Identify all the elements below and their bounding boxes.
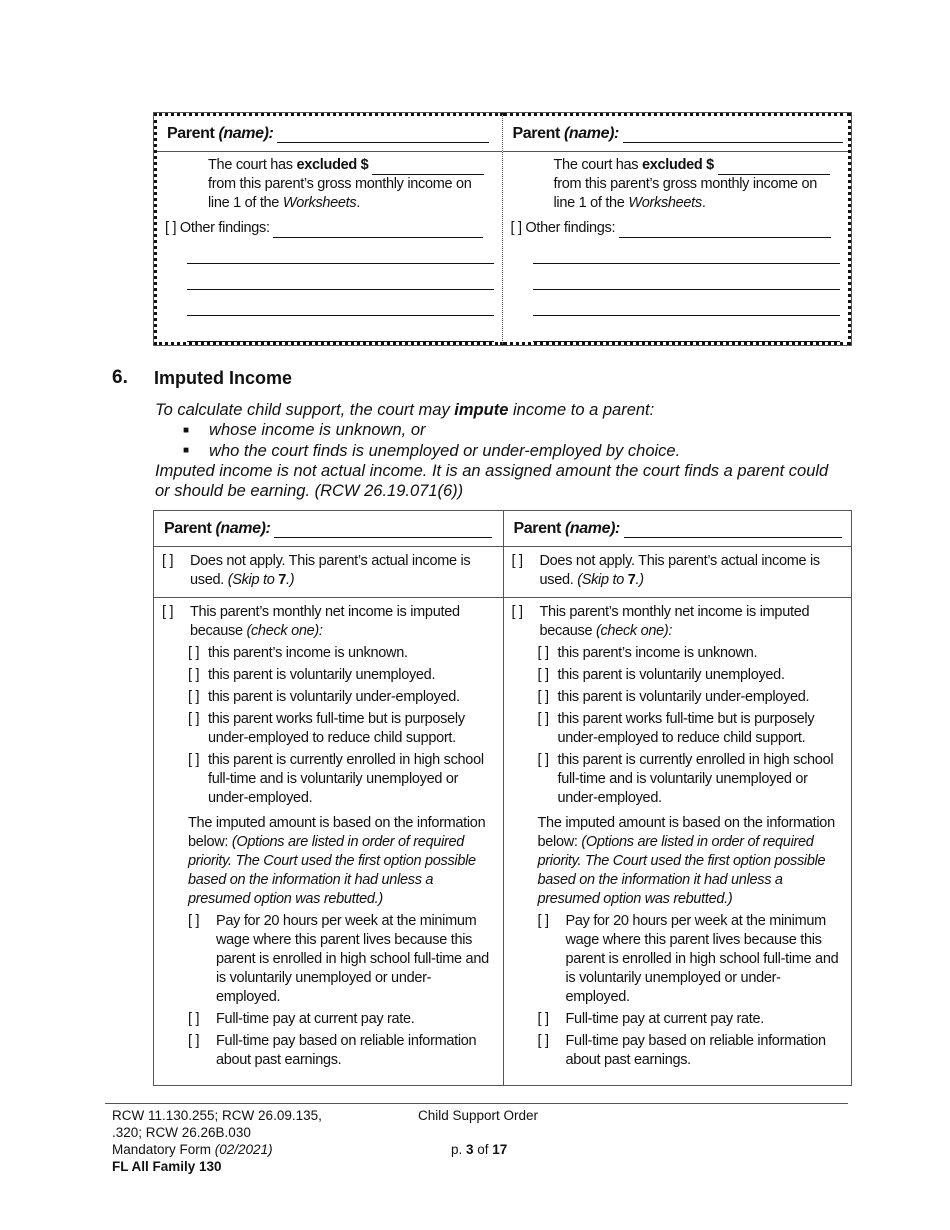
option-checkbox[interactable]: [ ] xyxy=(188,913,200,929)
parent-column xyxy=(154,511,503,1085)
label: Parent xyxy=(512,125,564,142)
text: The imputed amount is based on the information below: xyxy=(188,815,486,850)
text: To calculate child support, the court may xyxy=(155,401,455,419)
text: This parent’s monthly net income is imputed because xyxy=(539,604,810,639)
reason-checkbox[interactable]: [ ] xyxy=(188,711,200,727)
form-id: FL All Family 130 xyxy=(112,1159,222,1174)
reason-item xyxy=(538,666,844,685)
parent-name-field[interactable] xyxy=(623,128,843,143)
reason-text: this parent is voluntarily unemployed. xyxy=(208,667,436,683)
other-findings-checkbox[interactable]: [ ] xyxy=(165,220,177,236)
imputed-row xyxy=(154,598,503,1077)
reason-text: this parent’s income is unknown. xyxy=(557,645,758,661)
reason-checkbox[interactable]: [ ] xyxy=(188,752,200,768)
text: Does not apply. This parent’s actual income is used. xyxy=(539,553,820,588)
reason-checkbox[interactable]: [ ] xyxy=(188,645,200,661)
excluded-amount-field[interactable] xyxy=(718,160,830,175)
other-findings-row xyxy=(165,219,494,238)
text-bold: excluded $ xyxy=(296,157,369,173)
bullet-text: whose income is unknown, or xyxy=(209,421,426,439)
reasons-list xyxy=(538,644,844,808)
text: 7 xyxy=(627,572,636,588)
other-findings-field[interactable] xyxy=(619,223,831,238)
text: Worksheets xyxy=(628,195,702,211)
text: from this parent’s gross monthly income on xyxy=(553,176,818,192)
reason-text: this parent works full-time but is purposely under-employed to reduce child support. xyxy=(557,711,815,746)
option-item xyxy=(188,1010,495,1029)
text: (check one): xyxy=(595,623,673,639)
option-item xyxy=(538,1032,844,1070)
parent-name-field[interactable] xyxy=(274,523,492,538)
reason-text: this parent is currently enrolled in high school full-time and is voluntarily unemployed or under-employed. xyxy=(557,752,834,806)
reason-item xyxy=(188,666,495,685)
reasons-list xyxy=(188,644,495,808)
basis-text xyxy=(538,814,844,909)
text: .320; RCW 26.26B.030 xyxy=(112,1125,251,1140)
findings-line[interactable] xyxy=(187,238,494,264)
bullet-icon: ■ xyxy=(183,445,190,457)
option-item xyxy=(538,912,844,1007)
text: (Options are listed in order of required priority. The Court used the first option possible based on the information it had unless a presumed option was rebutted.) xyxy=(188,834,476,907)
findings-line[interactable] xyxy=(187,290,494,316)
bullet-icon: ■ xyxy=(183,424,190,436)
text: p. xyxy=(451,1142,467,1157)
imputed-checkbox[interactable]: [ ] xyxy=(511,604,523,620)
other-findings-checkbox[interactable]: [ ] xyxy=(510,220,522,236)
bullet-item xyxy=(155,441,835,462)
text: . xyxy=(356,195,361,211)
parent-column-1 xyxy=(154,113,503,345)
text: The court has xyxy=(553,157,642,173)
parent-name-header xyxy=(504,511,852,547)
text: 3 xyxy=(466,1142,474,1157)
findings-line[interactable] xyxy=(187,264,494,290)
reason-checkbox[interactable]: [ ] xyxy=(537,689,549,705)
reason-item xyxy=(538,751,844,808)
option-item xyxy=(188,1032,495,1070)
text-bold: excluded $ xyxy=(642,157,714,173)
reason-text: this parent works full-time but is purposely under-employed to reduce child support. xyxy=(208,711,465,746)
parent-column xyxy=(503,511,852,1085)
findings-line[interactable] xyxy=(187,316,494,342)
reason-text: this parent is voluntarily under-employed. xyxy=(557,689,810,705)
text: . xyxy=(701,195,706,211)
option-item xyxy=(538,1010,844,1029)
form-title: Child Support Order xyxy=(418,1108,539,1123)
reason-text: this parent’s income is unknown. xyxy=(208,645,408,661)
does-not-apply-checkbox[interactable]: [ ] xyxy=(511,553,523,569)
excluded-income-table xyxy=(153,112,852,346)
bullet-text: who the court finds is unemployed or under-employed by choice. xyxy=(209,441,681,460)
reason-item xyxy=(188,644,495,663)
section-intro xyxy=(155,400,835,501)
parent-name-header xyxy=(157,116,502,152)
text: (Options are listed in order of required priority. The Court used the first option possible based on the information it had unless a presumed option was rebutted.) xyxy=(537,834,826,907)
text: The imputed amount is based on the information below: xyxy=(537,815,835,850)
label: Parent xyxy=(167,125,219,142)
text: of xyxy=(473,1142,493,1157)
text: Worksheets xyxy=(282,195,357,211)
excluded-text xyxy=(511,156,841,213)
text: income to a parent: xyxy=(508,401,655,419)
options-list xyxy=(512,912,844,1070)
section-number: 6. xyxy=(112,367,128,388)
text: line 1 of the xyxy=(553,195,629,211)
parent-name-field[interactable] xyxy=(277,128,489,143)
excluded-amount-field[interactable] xyxy=(372,160,484,175)
text: 7 xyxy=(278,572,286,588)
imputed-row xyxy=(504,598,852,1077)
options-list xyxy=(162,912,495,1070)
other-findings-row xyxy=(511,219,841,238)
section-title: Imputed Income xyxy=(154,368,293,388)
text: (Skip to xyxy=(227,572,279,588)
text: Mandatory Form xyxy=(112,1142,215,1157)
reason-item xyxy=(188,710,495,748)
reason-item xyxy=(188,751,495,808)
reason-checkbox[interactable]: [ ] xyxy=(537,667,549,683)
text: RCW 11.130.255; RCW 26.09.135, xyxy=(112,1108,322,1123)
text: from this parent’s gross monthly income on xyxy=(208,176,472,192)
other-findings-label: Other findings: xyxy=(525,220,616,236)
option-text: Full-time pay based on reliable information about past earnings. xyxy=(216,1033,477,1068)
label: Parent xyxy=(513,520,565,537)
findings-line[interactable] xyxy=(533,264,841,290)
text-bold: impute xyxy=(454,401,509,419)
reason-text: this parent is voluntarily unemployed. xyxy=(557,667,785,683)
text: .) xyxy=(285,572,295,588)
option-text: Full-time pay based on reliable information about past earnings. xyxy=(565,1033,826,1068)
text: The court has xyxy=(208,157,297,173)
option-text: Full-time pay at current pay rate. xyxy=(565,1011,765,1027)
option-text: Full-time pay at current pay rate. xyxy=(216,1011,415,1027)
does-not-apply-row xyxy=(154,547,503,598)
findings-line[interactable] xyxy=(533,238,841,264)
text: .) xyxy=(635,572,644,588)
text: Does not apply. This parent’s actual income is used. xyxy=(190,553,471,588)
option-checkbox[interactable]: [ ] xyxy=(188,1033,200,1049)
reason-text: this parent is voluntarily under-employed. xyxy=(208,689,460,705)
text: 17 xyxy=(492,1142,508,1157)
basis-text xyxy=(188,814,495,909)
reason-checkbox[interactable]: [ ] xyxy=(537,711,549,727)
footer-left xyxy=(112,1107,322,1175)
text: (02/2021) xyxy=(214,1142,273,1157)
text: (Skip to xyxy=(577,572,628,588)
reason-item xyxy=(538,644,844,663)
imputed-checkbox[interactable]: [ ] xyxy=(162,604,174,620)
reason-checkbox[interactable]: [ ] xyxy=(537,752,549,768)
label-italic: (name): xyxy=(215,520,271,537)
option-checkbox[interactable]: [ ] xyxy=(188,1011,200,1027)
label-italic: (name): xyxy=(564,520,620,537)
option-checkbox[interactable]: [ ] xyxy=(537,1011,549,1027)
text: This parent’s monthly net income is imputed because xyxy=(190,604,460,639)
excluded-text xyxy=(165,156,494,213)
other-findings-field[interactable] xyxy=(273,223,483,238)
reason-checkbox[interactable]: [ ] xyxy=(537,645,549,661)
reason-checkbox[interactable]: [ ] xyxy=(188,667,200,683)
findings-line[interactable] xyxy=(533,316,841,342)
footer-divider xyxy=(105,1103,848,1104)
reason-item xyxy=(538,710,844,748)
option-checkbox[interactable]: [ ] xyxy=(537,913,549,929)
page-number xyxy=(451,1141,507,1158)
does-not-apply-row xyxy=(504,547,852,598)
reason-text: this parent is currently enrolled in high school full-time and is voluntarily unemployed or under-employed. xyxy=(208,752,484,806)
findings-line[interactable] xyxy=(533,290,841,316)
other-findings-label: Other findings: xyxy=(179,220,270,236)
reason-item xyxy=(538,688,844,707)
section-note: Imputed income is not actual income. It is an assigned amount the court finds a parent could or should be earning. (RCW 26.19.071(6)) xyxy=(155,462,829,501)
label-italic: (name): xyxy=(563,125,619,142)
does-not-apply-checkbox[interactable]: [ ] xyxy=(162,553,174,569)
parent-name-header xyxy=(503,116,849,152)
label: Parent xyxy=(164,520,216,537)
text: (check one): xyxy=(246,623,323,639)
bullet-item xyxy=(155,420,835,441)
parent-name-field[interactable] xyxy=(624,523,842,538)
label-italic: (name): xyxy=(218,125,274,142)
parent-name-header xyxy=(154,511,503,547)
option-text: Pay for 20 hours per week at the minimum wage where this parent lives because this parent is enrolled in high school full-time and is voluntarily unemployed or under-employed. xyxy=(216,913,489,1005)
option-checkbox[interactable]: [ ] xyxy=(537,1033,549,1049)
option-item xyxy=(188,912,495,1007)
reason-checkbox[interactable]: [ ] xyxy=(188,689,200,705)
option-text: Pay for 20 hours per week at the minimum wage where this parent lives because this parent is enrolled in high school full-time and is voluntarily unemployed or under-employed. xyxy=(565,913,839,1005)
imputed-income-table xyxy=(153,510,852,1086)
text: line 1 of the xyxy=(208,195,283,211)
parent-column-2 xyxy=(503,113,852,345)
reason-item xyxy=(188,688,495,707)
